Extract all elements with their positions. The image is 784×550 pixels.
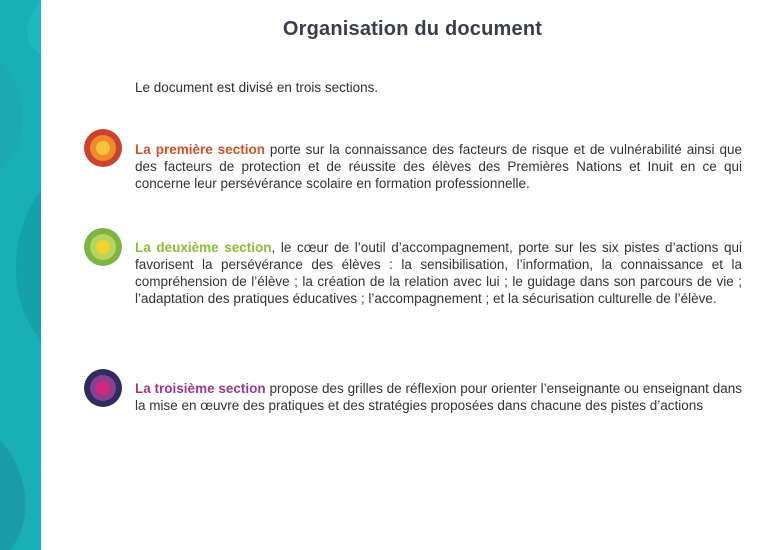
section-2-lead: La deuxième section (135, 240, 272, 255)
section-1-paragraph (135, 141, 742, 192)
section-3-paragraph (135, 380, 742, 414)
section-3-bullet-icon (83, 368, 123, 408)
section-3-body: propose des grilles de réflexion pour orienter l’enseignante ou enseignant dans la mise en œuvre des pratiques et des stratégies proposées dans chacune des pistes d’actions (135, 381, 742, 413)
section-2-bullet-icon (83, 227, 123, 267)
decorative-side-band (0, 0, 41, 550)
bullet-inner-dot (96, 240, 110, 254)
bullet-inner-dot (96, 141, 110, 155)
intro-text: Le document est divisé en trois sections. (135, 80, 379, 95)
section-1-lead: La première section (135, 142, 265, 157)
bullet-inner-dot (96, 381, 110, 395)
side-band-pattern (0, 0, 41, 550)
page-title: Organisation du document (282, 18, 543, 40)
section-1-bullet-icon (83, 128, 123, 168)
section-2-paragraph (135, 239, 742, 307)
section-3-lead: La troisième section (135, 381, 266, 396)
section-2-body: , le cœur de l’outil d’accompagnement, porte sur les six pistes d’actions qui favorisent la persévérance des élèves : la sensibilisation, l’information, la connaissance et la compréhension de l’élève ; la création de la relation avec lui ; le guidage dans son parcours de vie ; l’adaptation des pratiques éducatives ; l’accompagnement ; et la sécurisation culturelle de l’élève. (135, 240, 742, 306)
section-1-body: porte sur la connaissance des facteurs de risque et de vulnérabilité ainsi que des facteurs de protection et de réussite des élèves des Premières Nations et Inuit en ce qui concerne leur persévérance scolaire en formation professionnelle. (135, 142, 742, 191)
